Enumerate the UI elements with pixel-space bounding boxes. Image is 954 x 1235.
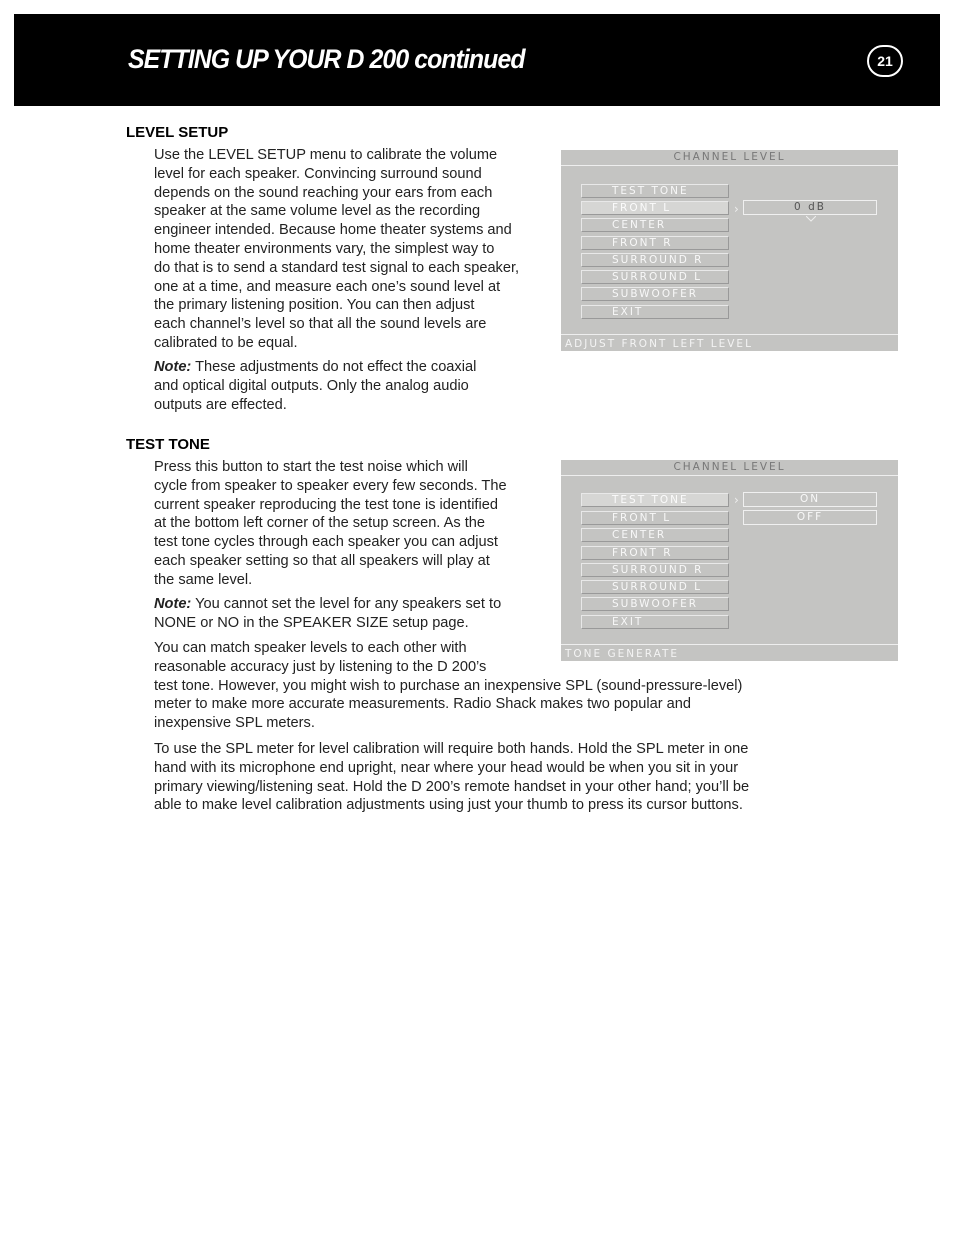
text-line: You can match speaker levels to each other with — [154, 640, 467, 656]
osd-item-surround-r[interactable]: SURROUND R — [581, 563, 729, 577]
osd-footer-divider — [561, 644, 898, 645]
osd-item-test-tone[interactable]: TEST TONE — [581, 184, 729, 198]
channel-level-screen-test-tone — [561, 460, 898, 661]
level-setup-paragraph — [154, 146, 519, 353]
text-line: reasonable accuracy just by listening to the D 200’s — [154, 658, 487, 675]
chevron-down-icon — [806, 216, 816, 222]
text-line: level for each speaker. Convincing surround sound — [154, 165, 482, 182]
osd-item-subwoofer[interactable]: SUBWOOFER — [581, 597, 729, 611]
text-line: test tone. However, you might wish to purchase an inexpensive SPL (sound-pressure-level) — [154, 677, 743, 694]
test-tone-heading: TEST TONE — [126, 436, 210, 453]
text-line — [154, 358, 476, 377]
text-line: NONE or NO in the SPEAKER SIZE setup page. — [154, 614, 469, 631]
osd-item-front-r[interactable]: FRONT R — [581, 236, 729, 250]
osd-item-exit[interactable]: EXIT — [581, 615, 729, 629]
test-tone-note — [154, 595, 501, 633]
osd-status-text: TONE GENERATE — [565, 648, 680, 660]
test-tone-paragraph — [154, 458, 507, 590]
osd-item-front-r[interactable]: FRONT R — [581, 546, 729, 560]
text-line: Press this button to start the test noise which will — [154, 459, 468, 475]
text-line: each channel’s level so that all the sound levels are — [154, 316, 487, 333]
note-label: Note: — [154, 596, 192, 612]
osd-item-center[interactable]: CENTER — [581, 528, 729, 542]
text-line: home theater environments vary, the simplest way to — [154, 240, 495, 257]
page-title: SETTING UP YOUR D 200 continued — [128, 44, 525, 74]
text-line: hand with its microphone end upright, near where your head would be when you sit in your — [154, 759, 739, 776]
text-line: the primary listening position. You can then adjust — [154, 297, 475, 314]
osd-status-text: ADJUST FRONT LEFT LEVEL — [565, 338, 753, 350]
text-line: primary viewing/listening seat. Hold the D 200’s remote handset in your other hand; you’ll be — [154, 778, 750, 795]
osd-option-off[interactable]: OFF — [743, 510, 877, 525]
osd-item-front-l[interactable]: FRONT L — [581, 511, 729, 525]
text-line: and optical digital outputs. Only the analog audio — [154, 377, 469, 394]
osd-title: CHANNEL LEVEL — [673, 461, 786, 473]
chevron-right-icon: › — [734, 493, 741, 507]
osd-divider — [561, 165, 898, 166]
osd-title: CHANNEL LEVEL — [673, 151, 786, 163]
text-line: current speaker reproducing the test tone is identified — [154, 496, 498, 513]
osd-item-surround-r[interactable]: SURROUND R — [581, 253, 729, 267]
osd-item-surround-l[interactable]: SURROUND L — [581, 580, 729, 594]
text-line: speaker at the same volume level as the recording — [154, 203, 481, 220]
text-line: do that is to send a standard test signal to each speaker, — [154, 259, 520, 276]
text-line: engineer intended. Because home theater systems and — [154, 222, 512, 239]
note-text: You cannot set the level for any speakers set to — [191, 596, 502, 612]
note-label: Note: — [154, 359, 192, 375]
text-line: cycle from speaker to speaker every few seconds. The — [154, 477, 507, 494]
text-line: calibrated to be equal. — [154, 334, 298, 351]
osd-item-surround-l[interactable]: SURROUND L — [581, 270, 729, 284]
page-number-badge: 21 — [867, 45, 903, 77]
text-line: test tone cycles through each speaker you can adjust — [154, 534, 498, 551]
text-line: the same level. — [154, 571, 253, 588]
level-setup-note — [154, 358, 476, 414]
text-line: To use the SPL meter for level calibration will require both hands. Hold the SPL meter in one — [154, 741, 749, 757]
osd-divider — [561, 475, 898, 476]
text-line: Use the LEVEL SETUP menu to calibrate the volume — [154, 147, 498, 163]
text-line: meter to make more accurate measurements. Radio Shack makes two popular and — [154, 696, 691, 713]
osd-option-on[interactable]: ON — [743, 492, 877, 507]
channel-level-screen-front-l — [561, 150, 898, 351]
osd-level-value[interactable]: 0 dB — [743, 200, 877, 215]
calibration-paragraph — [154, 740, 749, 815]
osd-item-exit[interactable]: EXIT — [581, 305, 729, 319]
text-line: at the bottom left corner of the setup screen. As the — [154, 515, 485, 532]
chevron-right-icon: › — [734, 202, 741, 216]
note-text: These adjustments do not effect the coaxial — [191, 359, 477, 375]
text-line: able to make level calibration adjustments using just your thumb to press its cursor buttons. — [154, 797, 743, 814]
osd-item-subwoofer[interactable]: SUBWOOFER — [581, 287, 729, 301]
page-header — [14, 14, 940, 106]
text-line: inexpensive SPL meters. — [154, 715, 315, 732]
text-line: one at a time, and measure each one’s sound level at — [154, 278, 501, 295]
level-setup-heading: LEVEL SETUP — [126, 124, 229, 141]
osd-item-test-tone[interactable]: TEST TONE — [581, 493, 729, 507]
text-line: each speaker setting so that all speakers will play at — [154, 552, 490, 569]
osd-footer-divider — [561, 334, 898, 335]
text-line: depends on the sound reaching your ears from each — [154, 184, 493, 201]
osd-item-front-l[interactable]: FRONT L — [581, 201, 729, 215]
text-line — [154, 595, 501, 614]
text-line: outputs are effected. — [154, 396, 287, 413]
osd-item-center[interactable]: CENTER — [581, 218, 729, 232]
